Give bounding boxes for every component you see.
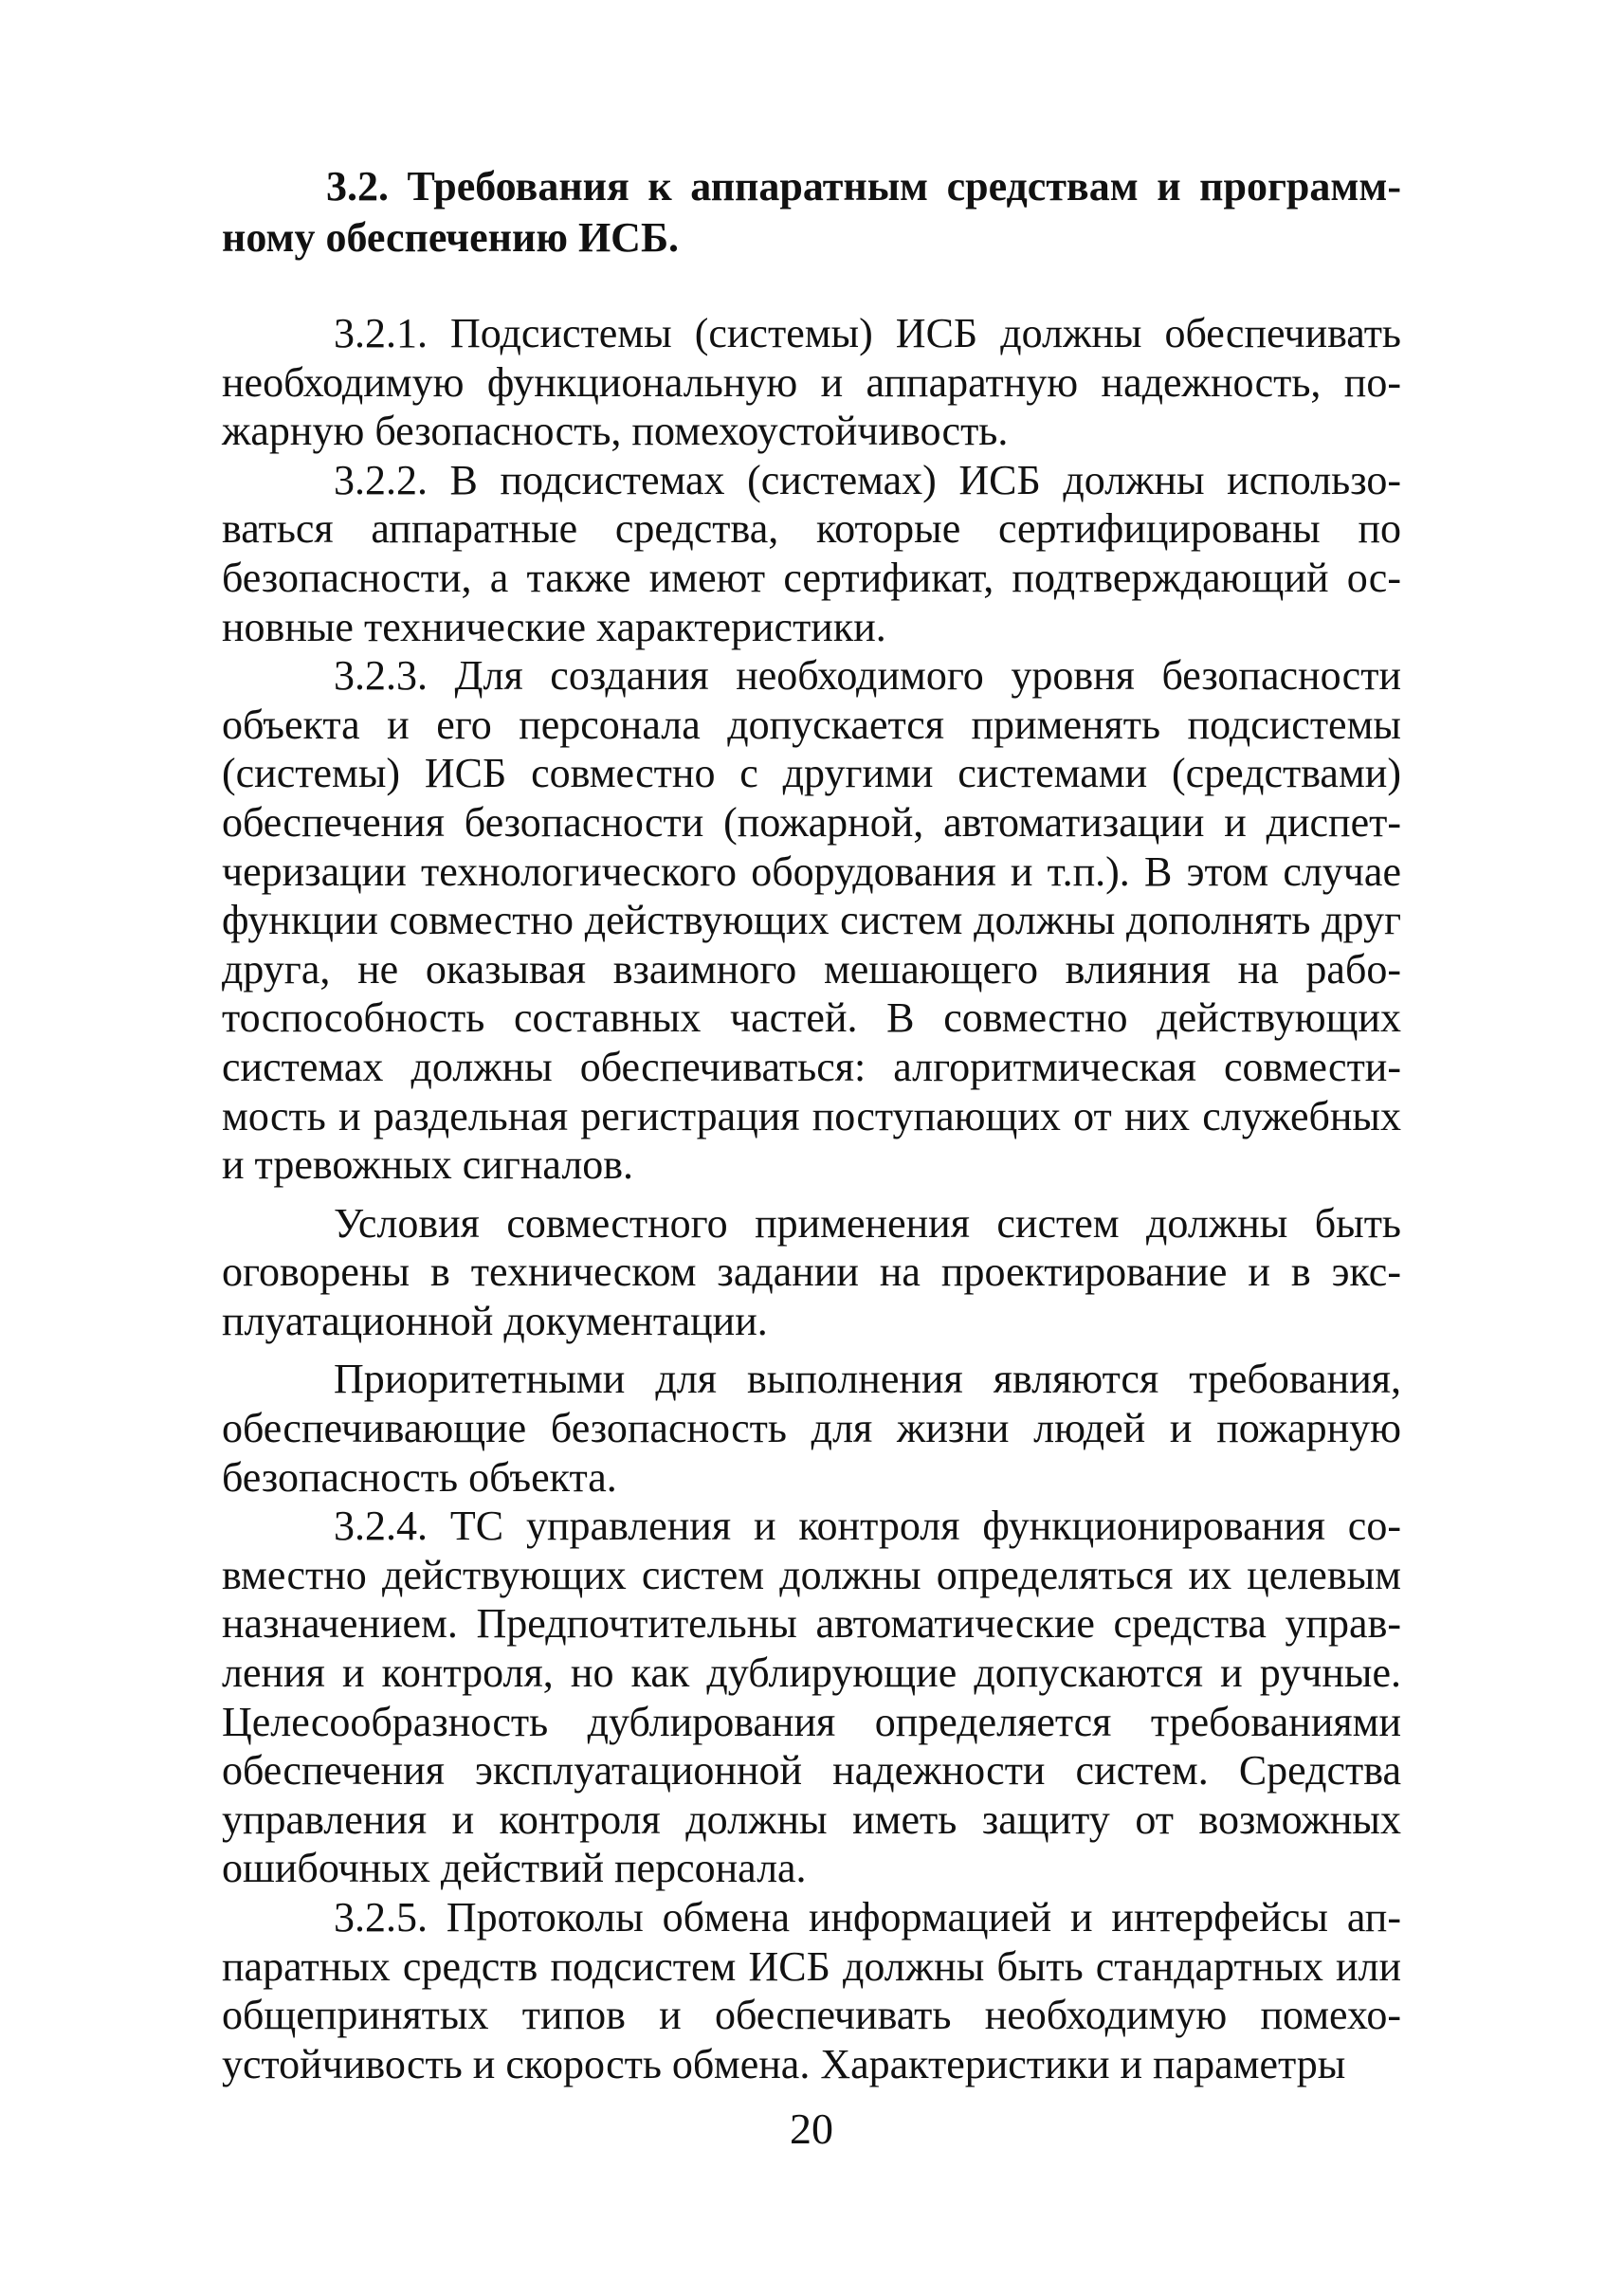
document-page [222,161,1401,2088]
paragraph-conditions: Условия совместного применения систем должны быть оговорены в техническом задании на проектирование и в эксплуатационной документации. [222,1199,1401,1344]
paragraph-3-2-1: 3.2.1. Подсистемы (системы) ИСБ должны обеспечивать необходимую функциональную и аппаратную надежность, пожарную безопасность, помехоустойчивость. [222,310,1401,455]
paragraph-3-2-4: 3.2.4. ТС управления и контроля функционирования совместно действующих систем должны определяться их целевым назначением. Предпочтительны автоматические средства управления и контроля, но как дублирующие допускаются и ручные. Целесообразность дублирования определяется требованиями обеспечения эксплуатационной надежности систем. Средства управления и контроля должны иметь защиту от возможных ошибочных действий персонала. [222,1503,1401,1892]
section-heading: 3.2. Требования к аппаратным средствам и программному обеспечению ИСБ. [222,163,1401,261]
paragraph-3-2-3: 3.2.3. Для создания необходимого уровня безопасности объекта и его персонала допускается применять подсистемы (системы) ИСБ совместно с другими системами (средствами) обеспечения безопасности (пожарной, автоматизации и диспетчеризации технологического оборудования и т.п.). В этом случае функции совместно действующих систем должны дополнять друг друга, не оказывая взаимного мешающего влияния на работоспособность составных частей. В совместно действующих системах должны обеспечиваться: алгоритмическая совместимость и раздельная регистрация поступающих от них служебных и тревожных сигналов. [222,652,1401,1189]
paragraph-3-2-2: 3.2.2. В подсистемах (системах) ИСБ должны использоваться аппаратные средства, которые сертифицированы по безопасности, а также имеют сертификат, подтверждающий основные технические характеристики. [222,456,1401,650]
paragraph-3-2-5: 3.2.5. Протоколы обмена информацией и интерфейсы аппаратных средств подсистем ИСБ должны быть стандартных или общепринятых типов и обеспечивать необходимую помехоустойчивость и скорость обмена. Характеристики и параметры [222,1894,1401,2087]
page-number: 20 [790,2105,833,2153]
paragraph-priority: Приоритетными для выполнения являются требования, обеспечивающие безопасность для жизни людей и пожарную безопасность объекта. [222,1356,1401,1501]
